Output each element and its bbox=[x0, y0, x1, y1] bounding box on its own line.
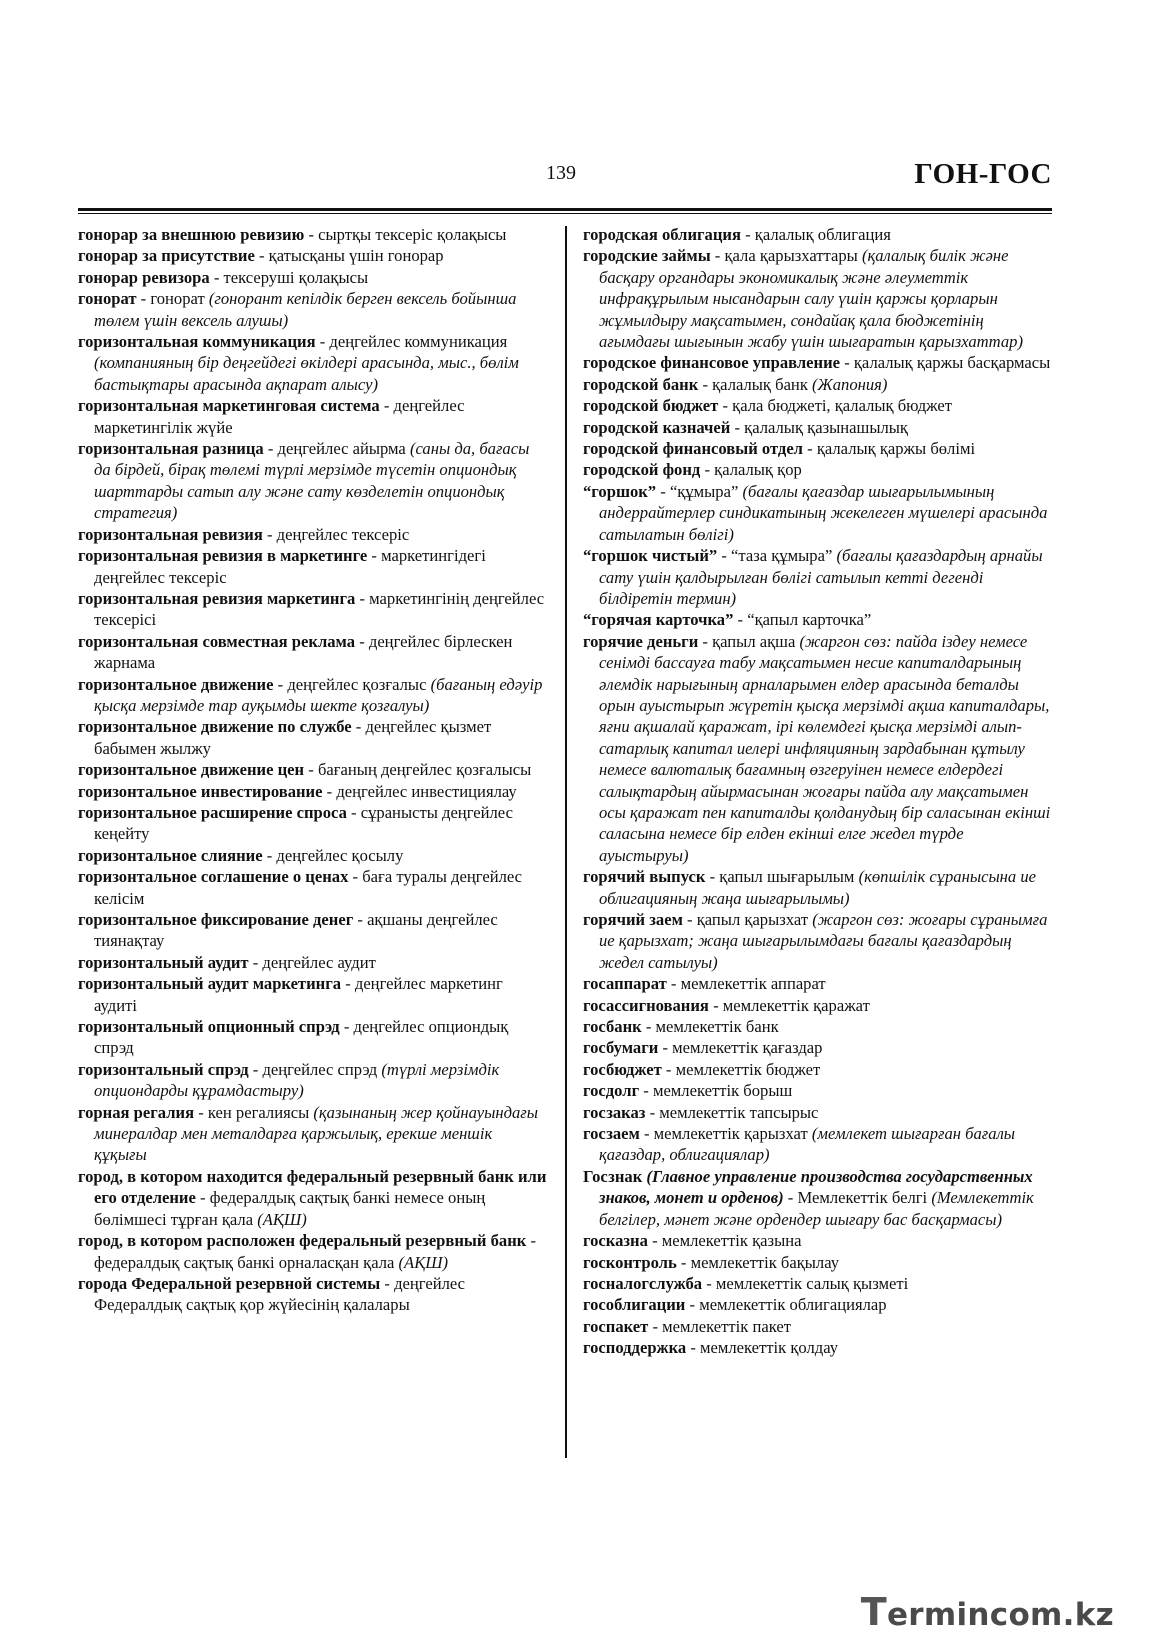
entry-term: городской финансовый отдел bbox=[583, 439, 803, 459]
entry-note: (Мемлекеттік белгілер, мәнет және ордендер шығару бас басқармасы) bbox=[599, 1188, 1034, 1229]
entry-translation: мемлекеттік борыш bbox=[652, 1081, 793, 1101]
dictionary-entry bbox=[583, 995, 1053, 1016]
dictionary-entry bbox=[583, 909, 1053, 973]
dictionary-entry bbox=[583, 1273, 1053, 1294]
entry-translation: мемлекеттік облигациялар bbox=[699, 1295, 887, 1315]
entry-term: госбумаги bbox=[583, 1038, 659, 1058]
entry-term: госзаем bbox=[583, 1124, 640, 1144]
entry-separator: - bbox=[661, 1059, 676, 1079]
entry-term: горячие деньги bbox=[583, 631, 699, 651]
entry-separator: - bbox=[254, 246, 269, 266]
entry-translation: деңгейлес қозғалыс bbox=[287, 674, 431, 694]
dictionary-entry bbox=[583, 609, 1053, 630]
dictionary-entry bbox=[583, 417, 1053, 438]
dictionary-entry bbox=[583, 1037, 1053, 1058]
entry-term: город, в котором расположен федеральный резервный банк bbox=[78, 1231, 527, 1251]
entry-separator: - bbox=[700, 460, 715, 480]
watermark-logo bbox=[861, 1590, 1114, 1634]
dictionary-entry bbox=[78, 1230, 548, 1273]
entry-term: гособлигации bbox=[583, 1295, 686, 1315]
entry-translation: деңгейлес коммуникация bbox=[329, 332, 508, 352]
dictionary-entry bbox=[583, 631, 1053, 866]
entry-separator: - bbox=[639, 1081, 653, 1101]
dictionary-entry bbox=[583, 481, 1053, 545]
entry-separator: - bbox=[685, 1295, 700, 1315]
entry-translation: деңгейлес тексеріс bbox=[276, 524, 410, 544]
entry-note: (бағалы қағаздардың арнайы сату үшін қалдырылған бөлігі сатылып кетті дегенді білдіретін термин) bbox=[599, 546, 1043, 608]
entry-term: горизонтальная ревизия маркетинга bbox=[78, 588, 356, 608]
entry-separator: - bbox=[647, 1231, 662, 1251]
entry-separator: - bbox=[666, 974, 681, 994]
entry-term: “горячая карточка” bbox=[583, 610, 734, 630]
entry-separator: - bbox=[641, 1017, 656, 1037]
entry-term: госбюджет bbox=[583, 1059, 662, 1079]
entry-separator: - bbox=[339, 1017, 354, 1037]
entry-separator: - bbox=[263, 439, 278, 459]
entry-term: госзаказ bbox=[583, 1102, 646, 1122]
entry-term: гонорар за присутствие bbox=[78, 246, 255, 266]
entry-separator: - bbox=[658, 1038, 673, 1058]
entry-term: горизонтальное слияние bbox=[78, 845, 263, 865]
entry-separator: - bbox=[367, 546, 382, 566]
entry-term: горизонтальный опционный спрэд bbox=[78, 1017, 340, 1037]
entry-separator: - bbox=[686, 1338, 701, 1358]
entry-translation: деңгейлес инвестициялау bbox=[336, 781, 517, 801]
entry-translation: мемлекеттік қағаздар bbox=[672, 1038, 823, 1058]
entry-translation: Мемлекеттік белгі bbox=[797, 1188, 932, 1208]
entry-translation: маркетингінің деңгейлес тексерісі bbox=[94, 588, 545, 630]
entry-translation: деңгейлес қызмет бабымен жылжу bbox=[94, 717, 492, 758]
dictionary-entry bbox=[583, 224, 1053, 245]
dictionary-entry bbox=[78, 759, 548, 780]
entry-separator: - bbox=[315, 332, 330, 352]
dictionary-entry bbox=[583, 1102, 1053, 1123]
dictionary-entry bbox=[78, 866, 548, 909]
entry-term: госказна bbox=[583, 1231, 648, 1251]
dictionary-entry bbox=[78, 973, 548, 1016]
dictionary-entry bbox=[78, 395, 548, 438]
entry-translation: деңгейлес аудит bbox=[262, 952, 376, 972]
dictionary-entry bbox=[78, 1016, 548, 1059]
entry-term: городское финансовое управление bbox=[583, 353, 841, 373]
entry-translation: қалалық қазынашылық bbox=[744, 417, 908, 437]
dictionary-entry bbox=[78, 331, 548, 395]
entry-separator: - bbox=[639, 1124, 654, 1144]
dictionary-entry bbox=[78, 245, 548, 266]
entry-term: “горшок” bbox=[583, 481, 657, 501]
entry-translation: қатысқаны үшін гонорар bbox=[268, 246, 444, 266]
watermark-text: ermincom.kz bbox=[886, 1597, 1114, 1633]
entry-note: (бағаның едәуір қысқа мерзімде тар ауқымды шекте қозғалуы) bbox=[94, 674, 543, 715]
entry-translation: маркетингідегі деңгейлес тексеріс bbox=[94, 546, 486, 587]
watermark-mark: T bbox=[860, 1590, 887, 1634]
dictionary-entry bbox=[583, 374, 1053, 395]
entry-separator: - bbox=[730, 417, 745, 437]
dictionary-entry bbox=[78, 1102, 548, 1166]
dictionary-entry bbox=[583, 438, 1053, 459]
entry-term: городские займы bbox=[583, 246, 711, 266]
entry-translation: мемлекеттік қаражат bbox=[722, 995, 870, 1015]
entry-term: городская облигация bbox=[583, 225, 741, 244]
entry-note: (саны да, бағасы да бірдей, бірақ төлемі түрлі мерзімде түсетін опциондық шарттарды сатып алу және сату көзделетін опциондық стратегия) bbox=[94, 439, 530, 523]
dictionary-entry bbox=[583, 395, 1053, 416]
dictionary-entry bbox=[78, 545, 548, 588]
entry-separator: - bbox=[702, 1273, 716, 1293]
dictionary-entry bbox=[78, 1166, 548, 1230]
entry-separator: - bbox=[209, 267, 224, 287]
entry-separator: - bbox=[136, 289, 151, 309]
entry-note: (бағалы қағаздар шығарылымының андеррайтерлер синдикатының жекелеген мүшелері арасында сатылатын бөлігі) bbox=[599, 481, 1048, 544]
entry-translation: мемлекеттік салық қызметі bbox=[715, 1273, 909, 1293]
entry-separator: - bbox=[355, 631, 369, 651]
entry-term: горизонтальный аудит маркетинга bbox=[78, 974, 342, 994]
entry-separator: - bbox=[803, 439, 817, 459]
entry-note: (түрлі мерзімдік опциондарды құрамдастыру) bbox=[94, 1059, 500, 1101]
entry-translation: қапыл қарызхат bbox=[696, 910, 813, 929]
entry-translation: федералдық сақтық банкі немесе оның бөлімшесі тұрған қала bbox=[94, 1188, 486, 1229]
entry-separator: - bbox=[718, 396, 733, 416]
entry-translation: қала бюджеті, қалалық бюджет bbox=[732, 396, 953, 416]
entry-separator: - bbox=[351, 717, 366, 737]
entry-term: горизонтальная совместная реклама bbox=[78, 631, 356, 651]
entry-translation: гонорат bbox=[150, 289, 209, 309]
entry-separator: - bbox=[783, 1188, 798, 1208]
entry-separator: - bbox=[705, 867, 720, 887]
entry-term: госбанк bbox=[583, 1017, 642, 1037]
dictionary-entry bbox=[583, 1059, 1053, 1080]
entry-separator: - bbox=[304, 760, 318, 780]
entry-term: господдержка bbox=[583, 1338, 687, 1358]
entry-term: горизонтальная разница bbox=[78, 439, 264, 459]
dictionary-entry bbox=[583, 1230, 1053, 1251]
dictionary-entry bbox=[583, 866, 1053, 909]
dictionary-entry bbox=[78, 674, 548, 717]
entry-note: (гонорант кепілдік берген вексель бойынша төлем үшін вексель алушы) bbox=[94, 289, 517, 330]
entry-separator: - bbox=[195, 1188, 210, 1208]
entry-separator: - bbox=[341, 974, 355, 994]
entry-translation: қапыл шығарылым bbox=[719, 867, 859, 887]
entry-note: (компанияның бір деңгейдегі өкілдері арасында, мыс., бөлім бастықтары арасында ақпарат алысу) bbox=[94, 353, 519, 394]
entry-translation: деңгейлес қосылу bbox=[276, 845, 404, 865]
entry-separator: - bbox=[740, 225, 755, 244]
entry-term: госпакет bbox=[583, 1316, 649, 1336]
entry-separator: - bbox=[648, 1316, 663, 1336]
entry-term: горизонтальное инвестирование bbox=[78, 781, 323, 801]
page-number: 139 bbox=[546, 162, 576, 184]
entry-term: горизонтальная коммуникация bbox=[78, 332, 316, 352]
entry-term: горизонтальная маркетинговая система bbox=[78, 396, 380, 416]
dictionary-entry bbox=[583, 1316, 1053, 1337]
entry-translation: қалалық банк bbox=[712, 374, 813, 394]
entry-note: (көпшілік сұранысына ие облигацияның жаңа шығарылымы) bbox=[599, 867, 1037, 908]
dictionary-entry bbox=[583, 545, 1053, 609]
entry-term: горизонтальное движение цен bbox=[78, 760, 305, 780]
entry-translation: кен регалиясы bbox=[207, 1102, 314, 1122]
entry-translation: деңгейлес опциондық спрэд bbox=[94, 1017, 509, 1058]
entry-translation: қалалық қаржы басқармасы bbox=[853, 353, 1051, 373]
entry-separator: - bbox=[248, 952, 263, 972]
entry-translation: мемлекеттік пакет bbox=[662, 1316, 792, 1336]
entry-translation: мемлекеттік аппарат bbox=[680, 974, 826, 994]
entry-term: города Федеральной резервной системы bbox=[78, 1273, 381, 1293]
entry-translation: “қапыл карточка” bbox=[747, 610, 872, 630]
entry-note: (Жапония) bbox=[812, 374, 888, 394]
entry-separator: - bbox=[304, 225, 319, 244]
entry-separator: - bbox=[676, 1252, 691, 1272]
entry-term: городской бюджет bbox=[583, 396, 719, 416]
entry-separator: - bbox=[645, 1102, 660, 1122]
entry-translation: мемлекеттік тапсырыс bbox=[659, 1102, 819, 1122]
entry-separator: - bbox=[346, 802, 361, 822]
dictionary-entry bbox=[78, 845, 548, 866]
entry-translation: мемлекеттік қолдау bbox=[700, 1338, 839, 1358]
entry-translation: деңгейлес айырма bbox=[277, 439, 410, 459]
entry-term: город, в котором находится федеральный резервный банк или его отделение bbox=[78, 1166, 547, 1208]
entry-separator: - bbox=[353, 910, 368, 929]
entry-translation: қалалық облигация bbox=[754, 225, 891, 244]
header-rule-thin bbox=[78, 213, 1052, 214]
dictionary-entry bbox=[78, 909, 548, 952]
dictionary-entry bbox=[78, 288, 548, 331]
entry-note: (жаргон сөз: жоғары сұранымға ие қарызхат; жаңа шығарылымдағы бағалы қағаздардың жедел сатылуы) bbox=[599, 910, 1048, 972]
entry-note: (мемлекет шығарған бағалы қағаздар, облигациялар) bbox=[599, 1124, 1016, 1165]
entry-translation: бағаның деңгейлес қозғалысы bbox=[317, 760, 532, 780]
header-rule-thick bbox=[78, 208, 1052, 211]
entry-translation: сұранысты деңгейлес кеңейту bbox=[94, 802, 513, 844]
entry-separator: - bbox=[698, 374, 713, 394]
entry-term: горячий выпуск bbox=[583, 867, 706, 887]
entry-translation: деңгейлес маркетингілік жүйе bbox=[94, 396, 465, 437]
entry-term: горизонтальное фиксирование денег bbox=[78, 910, 354, 929]
entry-separator: - bbox=[262, 845, 277, 865]
entry-note: (жаргон сөз: пайда іздеу немесе сенімді бассауға табу мақсатымен несие капиталдарының әлемдік нарығының арналарымен елдер арасында беталды орын ауыстырып жүретін қысқа мерзімді ақша капиталдары, яғни ақшалай қаражат, ірі көлемдегі қысқа мерзімді алып-сатарлық капитал иелері инфляцияның зардабынан құтылу немесе валюталық бағамның өзгеруінен немесе елдердегі салықтардың айырмасынан жоғары пайда алу мақсатымен осы қаражат пен капиталды қолданудың бір саласынан екінші саласына немесе бір елден екінші елге жедел түрде ауыстыруы) bbox=[599, 631, 1051, 865]
dictionary-entry bbox=[78, 952, 548, 973]
entry-term: гонорар ревизора bbox=[78, 267, 210, 287]
entry-separator: - bbox=[698, 631, 713, 651]
entry-separator: - bbox=[379, 396, 394, 416]
entry-separator: - bbox=[733, 610, 748, 630]
entry-translation: қала қарызхаттары bbox=[724, 246, 862, 266]
entry-term: городской фонд bbox=[583, 460, 701, 480]
dictionary-entry bbox=[78, 267, 548, 288]
entry-term: горизонтальная ревизия в маркетинге bbox=[78, 546, 368, 566]
entry-term-note: (Главное управление производства государственных знаков, монет и орденов) bbox=[599, 1166, 1033, 1208]
entry-translation: “таза құмыра” bbox=[731, 546, 837, 566]
entry-translation: “құмыра” bbox=[669, 481, 743, 501]
entry-term: гонорар за внешнюю ревизию bbox=[78, 225, 305, 244]
dictionary-entry bbox=[78, 438, 548, 524]
entry-separator: - bbox=[656, 481, 670, 501]
entry-term: госассигнования bbox=[583, 995, 709, 1015]
entry-separator: - bbox=[380, 1273, 395, 1293]
entry-term: городской казначей bbox=[583, 417, 731, 437]
left-column bbox=[78, 224, 548, 1316]
dictionary-entry bbox=[78, 781, 548, 802]
entry-term: горная регалия bbox=[78, 1102, 195, 1122]
entry-separator: - bbox=[682, 910, 697, 929]
entry-separator: - bbox=[322, 781, 337, 801]
entry-separator: - bbox=[273, 674, 288, 694]
entry-translation: мемлекеттік қазына bbox=[661, 1231, 802, 1251]
entry-separator: - bbox=[526, 1231, 537, 1251]
entry-translation: қапыл ақша bbox=[712, 631, 800, 651]
entry-term: гонорат bbox=[78, 289, 137, 309]
entry-term: госналогслужба bbox=[583, 1273, 703, 1293]
entry-translation: ақшаны деңгейлес тиянақтау bbox=[94, 910, 498, 951]
entry-term: горизонтальный спрэд bbox=[78, 1059, 249, 1079]
dictionary-entry bbox=[583, 973, 1053, 994]
dictionary-entry bbox=[583, 1123, 1053, 1166]
entry-separator: - bbox=[348, 867, 363, 887]
entry-separator: - bbox=[355, 588, 370, 608]
entry-separator: - bbox=[717, 546, 732, 566]
entry-note: (АҚШ) bbox=[398, 1252, 449, 1272]
dictionary-entry bbox=[583, 1252, 1053, 1273]
dictionary-entry bbox=[583, 1166, 1053, 1230]
dictionary-entry bbox=[583, 459, 1053, 480]
running-head: ГОН-ГОС bbox=[914, 158, 1052, 190]
column-divider bbox=[565, 226, 567, 1458]
entry-translation: қалалық қор bbox=[714, 460, 802, 480]
entry-term: госдолг bbox=[583, 1081, 640, 1101]
dictionary-entry bbox=[583, 245, 1053, 352]
entry-separator: - bbox=[708, 995, 723, 1015]
entry-term: “горшок чистый” bbox=[583, 546, 718, 566]
entry-term: горизонтальное движение bbox=[78, 674, 274, 694]
entry-term: госконтроль bbox=[583, 1252, 677, 1272]
dictionary-entry bbox=[583, 1337, 1053, 1358]
dictionary-entry bbox=[78, 631, 548, 674]
dictionary-entry bbox=[78, 588, 548, 631]
entry-term: городской банк bbox=[583, 374, 699, 394]
entry-translation: сыртқы тексеріс қолақысы bbox=[318, 225, 507, 244]
dictionary-entry bbox=[583, 1294, 1053, 1315]
entry-term: горизонтальное движение по службе bbox=[78, 717, 352, 737]
entry-note: (қалалық билік және басқару органдары экономикалық және әлеуметтік инфрақұрылым нысандарын салу үшін қаржы қорларын жұмылдыру мақсатымен, сондайақ қала бюджетінің ағымдағы шығынын жабу үшін шығаратын қарызхаттар) bbox=[599, 246, 1023, 352]
entry-translation: деңгейлес бірлескен жарнама bbox=[94, 631, 513, 673]
entry-separator: - bbox=[262, 524, 277, 544]
dictionary-entry bbox=[583, 1080, 1053, 1101]
entry-translation: федералдық сақтық банкі орналасқан қала bbox=[94, 1252, 399, 1272]
dictionary-entry bbox=[78, 524, 548, 545]
entry-separator: - bbox=[840, 353, 854, 373]
entry-note: (қазынаның жер қойнауындағы минералдар мен металдарға қаржылық, ерекше меншік құқығы bbox=[94, 1102, 538, 1165]
dictionary-entry bbox=[583, 1016, 1053, 1037]
entry-translation: баға туралы деңгейлес келісім bbox=[94, 867, 523, 908]
entry-note: (АҚШ) bbox=[257, 1209, 307, 1229]
entry-translation: деңгейлес маркетинг аудиті bbox=[94, 974, 503, 1015]
entry-term: горизонтальное соглашение о ценах bbox=[78, 867, 349, 887]
dictionary-entry bbox=[583, 352, 1053, 373]
entry-separator: - bbox=[194, 1102, 208, 1122]
dictionary-entry bbox=[78, 1059, 548, 1102]
entry-translation: тексеруші қолақысы bbox=[223, 267, 369, 287]
right-column bbox=[583, 224, 1053, 1359]
entry-translation: мемлекеттік бақылау bbox=[690, 1252, 840, 1272]
entry-term: горизонтальный аудит bbox=[78, 952, 249, 972]
dictionary-entry bbox=[78, 716, 548, 759]
entry-translation: мемлекеттік қарызхат bbox=[653, 1124, 812, 1144]
entry-translation: қалалық қаржы бөлімі bbox=[816, 439, 976, 459]
entry-separator: - bbox=[248, 1059, 263, 1079]
entry-translation: деңгейлес спрэд bbox=[262, 1059, 382, 1079]
dictionary-entry bbox=[78, 224, 548, 245]
dictionary-entry bbox=[78, 802, 548, 845]
entry-translation: мемлекеттік бюджет bbox=[675, 1059, 821, 1079]
entry-term: горизонтальная ревизия bbox=[78, 524, 263, 544]
entry-term: госаппарат bbox=[583, 974, 667, 994]
entry-term: горячий заем bbox=[583, 910, 683, 929]
entry-term: горизонтальное расширение спроса bbox=[78, 802, 347, 822]
dictionary-entry bbox=[78, 1273, 548, 1316]
entry-translation: деңгейлес Федералдық сақтық қор жүйесінің қалалары bbox=[94, 1273, 466, 1315]
entry-term: Госзнак bbox=[583, 1166, 647, 1186]
entry-translation: мемлекеттік банк bbox=[655, 1017, 779, 1037]
entry-separator: - bbox=[710, 246, 725, 266]
